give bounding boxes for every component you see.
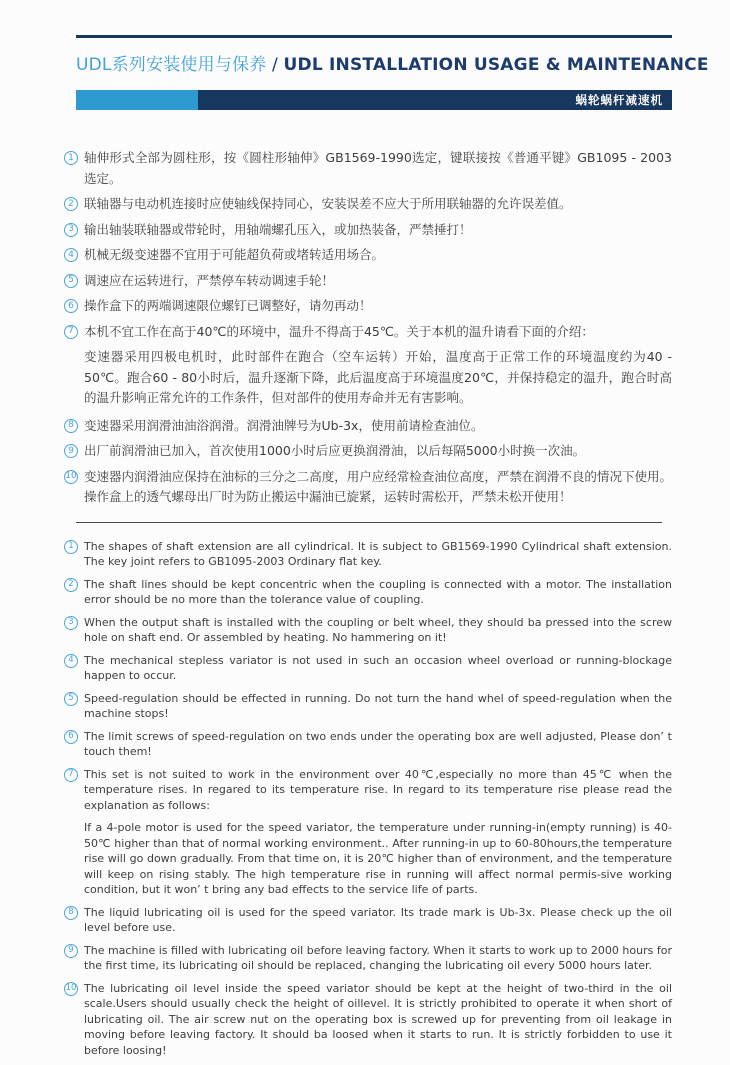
item-number-badge: 9 [64,944,78,958]
list-item [64,905,672,936]
cn-section [64,148,672,508]
list-item [64,467,672,508]
list-item [64,767,672,814]
item-sub-paragraph: 变速器采用四极电机时，此时部件在跑合（空车运转）开始，温度高于正常工作的环境温度约为40 - 50℃。跑合60 - 80小时后，温升逐渐下降，此后温度高于环境温度20℃，并保持稳定的温升，跑合时高的温升影响正常允许的工作条件，但对部件的使用寿命并无有害影响。 [84,349,672,405]
item-number-badge: 6 [64,730,78,744]
item-number-badge: 2 [64,578,78,592]
item-number-badge: 2 [64,197,78,211]
item-number-badge: 10 [64,470,78,484]
item-number-badge: 3 [64,616,78,630]
item-text: The lubricating oil level inside the speed variator should be kept at the height of two-third in the oil scale.Users should usually check the height of oillevel. It is strictly prohibited to operate it when short of lubricating oil. The air screw nut on the operating box is screwed up for preventing from oil leakage in moving before leaving factory. It should ba loosed when it starts to run. It is strictly forbidden to use it before loosing! [84,981,672,1057]
list-item [64,615,672,646]
item-text: 机械无级变速器不宜用于可能超负荷或堵转适用场合。 [84,247,385,262]
item-text: 输出轴装联轴器或带轮时，用轴端螺孔压入，或加热装备，严禁捶打！ [84,221,472,237]
item-text: 调速应在运转进行，严禁停车转动调速手轮！ [84,272,335,288]
item-number-badge: 1 [64,151,78,165]
item-text: Speed-regulation should be effected in running. Do not turn the hand whel of speed-regulation when the machine stops! [84,691,672,720]
item-number-badge: 7 [64,325,78,339]
page-title-separator: / [266,55,284,75]
item-number-badge: 10 [64,982,78,996]
item-text: 变速器内润滑油应保持在油标的三分之二高度，用户应经常检查油位高度，严禁在润滑不良的情况下使用。操作盒上的透气螺母出厂时为防止搬运中漏油已旋紧，运转时需松开，严禁未松开使用！ [84,468,672,504]
list-item [64,245,672,266]
item-number-badge: 9 [64,444,78,458]
item-number-badge: 3 [64,223,78,237]
list-item [64,271,672,292]
list-item [64,981,672,1059]
item-text: 操作盒下的两端调速限位螺钉已调整好，请勿再动！ [84,298,372,313]
item-text: 本机不宜工作在高于40℃的环境中，温升不得高于45℃。关于本机的温升请看下面的介绍： [84,323,594,339]
item-number-badge: 1 [64,540,78,554]
list-item [64,729,672,760]
list-item [64,322,672,343]
list-item [64,194,672,215]
list-item [64,441,672,462]
page-title-cn: UDL系列安装使用与保养 [76,55,267,75]
item-number-badge: 4 [64,654,78,668]
item-text: The shaft lines should be kept concentric when the coupling is connected with a motor. The installation error should be no more than the tolerance value of coupling. [84,577,672,606]
item-text: 变速器采用润滑油油浴润滑。润滑油牌号为Ub-3x，使用前请检查油位。 [84,417,484,433]
item-number-badge: 5 [64,692,78,706]
en-section [64,539,672,1059]
list-item [64,296,672,317]
item-text: The shapes of shaft extension are all cylindrical. It is subject to GB1569-1990 Cylindrical shaft extension. The key joint refers to GB1095-2003 Ordinary flat key. [84,539,672,568]
header-band [76,90,672,110]
item-text: When the output shaft is installed with the coupling or belt wheel, they should ba pressed into the screw hole on shaft end. Or assembled by heating. No hammering on it! [84,615,672,644]
item-sub-paragraph: If a 4-pole motor is used for the speed variator, the temperature under running-in(empty running) is 40-50℃ higher than that of normal working environment.. After running-in up to 60-80hours,the temperature rise will go down gradually. From that time on, it is 20℃ higher than of environment, and the temperature will keep on rising stably. The high temperature rise in running will affect normal permis-sive working condition, but it won’ t bring any bad effects to the service life of parts. [84,821,672,896]
item-text: 轴伸形式全部为圆柱形，按《圆柱形轴伸》GB1569-1990选定，键联接按《普通平键》GB1095 - 2003选定。 [84,150,672,186]
section-divider [76,522,662,523]
item-text: The limit screws of speed-regulation on two ends under the operating box are well adjusted, Please don’ t touch them! [84,729,672,758]
list-item [64,416,672,437]
top-rule [76,35,672,38]
list-item [64,653,672,684]
page-content [64,148,672,1065]
item-text: The liquid lubricating oil is used for the speed variator. Its trade mark is Ub-3x. Please check up the oil level before use. [84,905,672,934]
header-band-label: 蜗轮蜗杆减速机 [575,93,663,107]
item-number-badge: 6 [64,299,78,313]
list-item [64,691,672,722]
list-item [64,220,672,241]
list-item [64,539,672,570]
item-text: The machine is filled with lubricating oil before leaving factory. When it starts to work up to 2000 hours for the first time, its lubricating oil should be replaced, changing the lubricating oil every 5000 hours later. [84,943,672,972]
item-text: The mechanical stepless variator is not used in such an occasion wheel overload or running-blockage happen to occur. [84,653,672,682]
item-text: This set is not suited to work in the environment over 40℃,especially no more than 45℃ when the temperature rises. In regared to its temperature rise. In regard to its temperature rise please read the explanation as follows: [84,767,672,812]
page-title-en: UDL INSTALLATION USAGE & MAINTENANCE [283,55,709,75]
item-number-badge: 8 [64,419,78,433]
list-item [64,148,672,189]
item-number-badge: 7 [64,768,78,782]
item-text: 出厂前润滑油已加入，首次使用1000小时后应更换润滑油，以后每隔5000小时换一次油。 [84,443,586,458]
item-number-badge: 4 [64,248,78,262]
item-number-badge: 5 [64,274,78,288]
item-text: 联轴器与电动机连接时应使轴线保持同心，安装误差不应大于所用联轴器的允许误差值。 [84,196,572,211]
page-title [76,52,709,78]
list-item [64,577,672,608]
item-number-badge: 8 [64,906,78,920]
list-item [64,943,672,974]
header-band-accent [76,90,198,110]
